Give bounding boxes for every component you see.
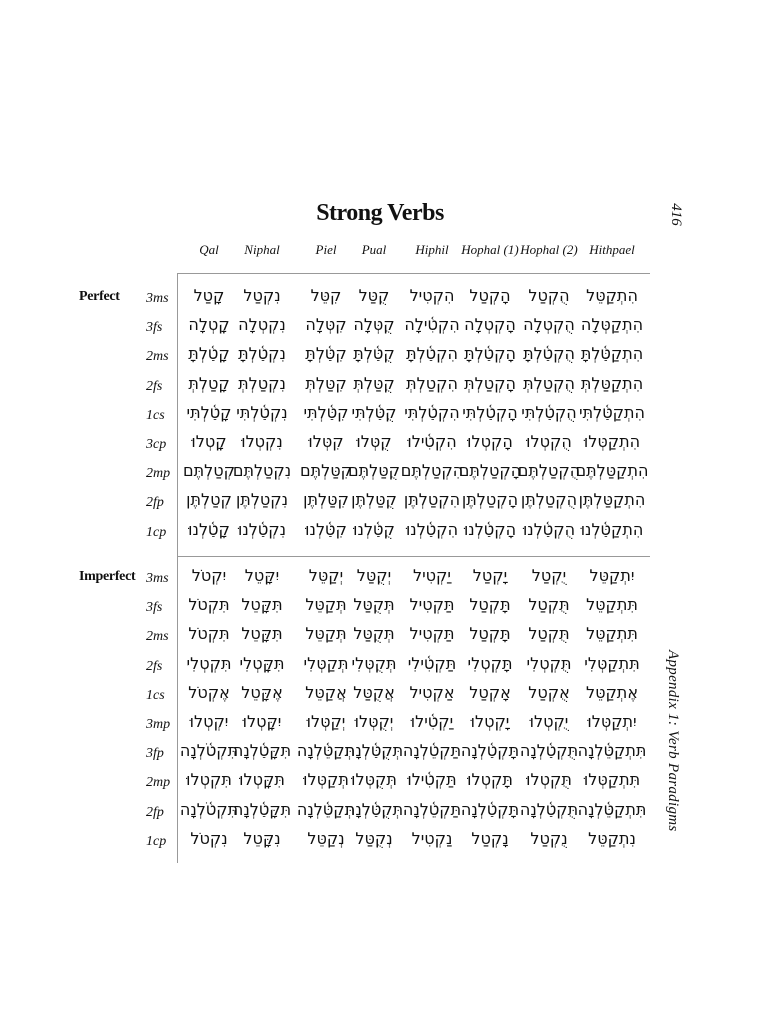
column-header: Hophal (1) — [461, 242, 519, 257]
person-gender-number: 1cp — [146, 834, 167, 849]
person-gender-number: 2ms — [146, 629, 169, 644]
verb-form-cell: יָקְטְלוּ — [470, 712, 510, 731]
verb-form-cell: אַקְטִיל — [409, 683, 455, 702]
verb-form-cell: הִתְקַטַּ֫לְתָּ — [580, 344, 644, 363]
table-row — [0, 520, 768, 548]
verb-form-cell: תָּקְטַל — [469, 595, 511, 614]
verb-form-cell: קִטַּ֫לְנוּ — [305, 520, 347, 539]
person-gender-number: 3fs — [146, 320, 163, 335]
verb-form-cell: נְקַטֵּל — [307, 829, 345, 848]
table-row — [0, 770, 768, 798]
verb-form-cell: תִּקָּטֵל — [241, 624, 283, 643]
verb-form-cell: תִּקְטֹל — [188, 595, 230, 614]
verb-form-cell: תְּקַטְּלִי — [303, 654, 349, 673]
verb-form-cell: נִקְטַ֫לְתִּי — [236, 403, 288, 422]
verb-form-cell: הִקְטַלְתְּ — [406, 374, 458, 393]
verb-form-cell: נָקְטַל — [471, 829, 509, 848]
person-gender-number: 2mp — [146, 466, 171, 481]
person-gender-number: 3fp — [146, 746, 164, 761]
verb-form-cell: תֻּקְטַ֫לְנָה — [519, 741, 579, 760]
verb-form-cell: תְּקֻטְּלִי — [351, 654, 397, 673]
verb-form-cell: תְּקַטֵּ֫לְנָה — [296, 741, 356, 760]
person-gender-number: 3ms — [146, 571, 169, 586]
verb-form-cell: נִקְטַלְתֶּן — [235, 490, 289, 509]
verb-form-cell: הָקְטַ֫לְתִּי — [462, 403, 518, 422]
verb-form-cell: הֻקְטַלְתֶּן — [520, 490, 578, 509]
column-header: Qal — [199, 242, 219, 257]
section-label: Imperfect — [79, 569, 136, 584]
verb-form-cell: יְקַטֵּל — [308, 566, 344, 585]
verb-form-cell: יִקְטֹל — [191, 566, 227, 585]
verb-form-cell: יְקֻטַּל — [356, 566, 392, 585]
verb-form-cell: תְּקֻטַּל — [353, 624, 395, 643]
verb-form-cell: תֻּקְטַל — [528, 595, 570, 614]
verb-form-cell: תִּתְקַטְּלוּ — [583, 770, 641, 789]
verb-form-cell: קִטַּלְתְּ — [305, 374, 347, 393]
table-row — [0, 374, 768, 402]
verb-form-cell: קָֽטְלוּ — [191, 432, 227, 451]
verb-form-cell: קְטַלְתֶּם — [183, 461, 235, 480]
column-header: Hiphil — [415, 242, 449, 257]
table-row — [0, 315, 768, 343]
verb-form-cell: יִקְטְלוּ — [189, 712, 229, 731]
verb-form-cell: קֻטַּל — [358, 286, 390, 305]
verb-form-cell: קֻטַּ֫לְתָּ — [353, 344, 395, 363]
verb-form-cell: קֻטַּלְתֶּם — [348, 461, 400, 480]
column-header: Niphal — [244, 242, 280, 257]
verb-form-cell: אָקְטַל — [469, 683, 511, 702]
table-row — [0, 712, 768, 740]
verb-form-cell: קֻטַּ֫לְנוּ — [353, 520, 395, 539]
verb-form-cell: הֻקְטַ֫לְתִּי — [521, 403, 577, 422]
verb-form-cell: תִּתְקַטֵּ֫לְנָה — [577, 800, 647, 819]
verb-form-cell: תִּקְטֹ֫לְנָה — [179, 741, 239, 760]
verb-form-cell: אֶתְקַטֵּל — [585, 683, 639, 702]
person-gender-number: 1cs — [146, 688, 165, 703]
column-header: Piel — [315, 242, 337, 257]
verb-form-cell: יֻקְטַל — [531, 566, 567, 585]
table-row — [0, 624, 768, 652]
person-gender-number: 1cp — [146, 525, 167, 540]
verb-form-cell: תִּקָּטַ֫לְנָה — [232, 741, 292, 760]
verb-form-cell: תָּקְטְלִי — [467, 654, 513, 673]
verb-form-cell: תֻּקְטַ֫לְנָה — [519, 800, 579, 819]
verb-form-cell: הָקְטַ֫לְתָּ — [464, 344, 516, 363]
verb-form-cell: תִּקְטְלִי — [186, 654, 232, 673]
table-row — [0, 344, 768, 372]
verb-form-cell: קִטַּלְתֶּם — [300, 461, 352, 480]
verb-form-cell: קָֽטְלָה — [188, 315, 230, 334]
verb-form-cell: הִתְקַטַּ֫לְתִּי — [579, 403, 645, 422]
verb-form-cell: נַקְטִיל — [411, 829, 453, 848]
verb-form-cell: קֻטַּ֫לְתִּי — [351, 403, 397, 422]
table-row — [0, 461, 768, 489]
verb-form-cell: הִתְקַטֵּל — [586, 286, 638, 305]
table-row — [0, 566, 768, 594]
table-divider-middle — [177, 556, 650, 557]
verb-form-cell: קִטֵּל — [310, 286, 342, 305]
verb-form-cell: נִקְטַלְתְּ — [238, 374, 286, 393]
person-gender-number: 2fp — [146, 805, 164, 820]
verb-form-cell: הָקְטְלוּ — [467, 432, 513, 451]
verb-form-cell: הֻקְטְלוּ — [526, 432, 572, 451]
verb-form-cell: יְקֻטְּלוּ — [354, 712, 394, 731]
verb-form-cell: הָקְטַלְתֶּן — [461, 490, 519, 509]
verb-form-cell: נִקְטְלָה — [238, 315, 286, 334]
table-row — [0, 654, 768, 682]
person-gender-number: 3cp — [146, 437, 167, 452]
verb-form-cell: תִּקָּטַ֫לְנָה — [232, 800, 292, 819]
person-gender-number: 3ms — [146, 291, 169, 306]
verb-form-cell: הִתְקַטַּלְתֶּם — [575, 461, 649, 480]
verb-form-cell: קֻטְּלָה — [353, 315, 395, 334]
verb-form-cell: יְקַטְּלוּ — [306, 712, 346, 731]
verb-form-cell: נְקֻטַּל — [355, 829, 393, 848]
verb-form-cell: הֻקְטְלָה — [523, 315, 575, 334]
verb-form-cell: קָטַ֫לְתִּי — [186, 403, 232, 422]
verb-form-cell: יִקָּֽטְלוּ — [242, 712, 282, 731]
verb-form-cell: אֲקֻטַּל — [353, 683, 395, 702]
verb-form-cell: נִקְטַלְתֶּם — [232, 461, 292, 480]
person-gender-number: 2fs — [146, 379, 163, 394]
verb-form-cell: תַּקְטֵ֫לְנָה — [402, 741, 462, 760]
verb-form-cell: תִּקָּֽטְלִי — [239, 654, 285, 673]
verb-form-cell: אֶקְטֹל — [188, 683, 230, 702]
table-row — [0, 403, 768, 431]
verb-form-cell: תִּקְטֹ֫לְנָה — [179, 800, 239, 819]
verb-form-cell: תֻּקְטַל — [528, 624, 570, 643]
verb-form-cell: הָקְטַ֫לְנוּ — [463, 520, 517, 539]
verb-form-cell: תִּקְטֹל — [188, 624, 230, 643]
person-gender-number: 2ms — [146, 349, 169, 364]
column-header: Pual — [361, 242, 387, 257]
page-number: 416 — [667, 203, 684, 226]
verb-form-cell: תִּתְקַטֵּל — [586, 624, 638, 643]
verb-form-cell: תְּקַטְּלוּ — [303, 770, 349, 789]
verb-form-cell: תְּקֻטַּל — [353, 595, 395, 614]
verb-form-cell: קִטַּ֫לְתָּ — [305, 344, 347, 363]
person-gender-number: 2mp — [146, 775, 171, 790]
running-head: Appendix 1: Verb Paradigms — [665, 650, 681, 832]
verb-form-cell: הָקְטְלָה — [464, 315, 516, 334]
verb-form-cell: תַּקְטִ֫ילִי — [407, 654, 457, 673]
verb-form-cell: נִקְטַ֫לְנוּ — [237, 520, 287, 539]
person-gender-number: 2fp — [146, 495, 164, 510]
verb-form-cell: נִקְטְלוּ — [241, 432, 283, 451]
table-row — [0, 741, 768, 769]
verb-form-cell: תָּקְטְלוּ — [467, 770, 513, 789]
verb-form-cell: הֻקְטַלְתֶּם — [517, 461, 581, 480]
verb-form-cell: נִקְטַל — [243, 286, 281, 305]
table-row — [0, 829, 768, 857]
table-row — [0, 432, 768, 460]
verb-form-cell: הִקְטִ֫ילָה — [404, 315, 460, 334]
verb-form-cell: קָטַ֫לְתָּ — [188, 344, 230, 363]
verb-form-cell: הִקְטַ֫לְנוּ — [405, 520, 459, 539]
table-row — [0, 595, 768, 623]
verb-form-cell: תִּתְקַטְּלִי — [584, 654, 640, 673]
column-header: Hithpael — [589, 242, 635, 257]
verb-form-cell: אֶקָּטֵל — [241, 683, 283, 702]
verb-form-cell: תָּקְטַ֫לְנָה — [460, 800, 520, 819]
verb-form-cell: הִתְקַטַּלְתְּ — [580, 374, 644, 393]
verb-form-cell: יַקְטִיל — [413, 566, 451, 585]
verb-form-cell: תְּקַטֵּל — [305, 595, 347, 614]
verb-form-cell: קִטַּלְתֶּן — [303, 490, 349, 509]
verb-form-cell: קִטַּ֫לְתִּי — [303, 403, 349, 422]
verb-form-cell: תְּקֻטַּ֫לְנָה — [344, 800, 404, 819]
verb-form-cell: הִקְטַ֫לְתִּי — [404, 403, 460, 422]
verb-form-cell: תְּקֻטְּלוּ — [351, 770, 397, 789]
verb-form-cell: הִקְטִיל — [409, 286, 455, 305]
verb-form-cell: הִתְקַטְּלוּ — [583, 432, 641, 451]
verb-form-cell: הִקְטַלְתֶּם — [400, 461, 464, 480]
verb-form-cell: הִתְקַטַּ֫לְנוּ — [580, 520, 644, 539]
verb-form-cell: תֻּקְטְלִי — [526, 654, 572, 673]
verb-form-cell: נִקְטֹל — [190, 829, 228, 848]
verb-form-cell: אֲקַטֵּל — [305, 683, 347, 702]
verb-form-cell: תָּקְטַל — [469, 624, 511, 643]
verb-form-cell: קֻטַּלְתְּ — [353, 374, 395, 393]
table-row — [0, 683, 768, 711]
verb-form-cell: אֻקְטַל — [528, 683, 570, 702]
verb-form-cell: תְּקַטֵּל — [305, 624, 347, 643]
table-row — [0, 490, 768, 518]
verb-form-cell: תְּקַטֵּ֫לְנָה — [296, 800, 356, 819]
verb-form-cell: תַּקְטִיל — [409, 624, 455, 643]
section-label: Perfect — [79, 289, 120, 304]
verb-form-cell: הִקְטַ֫לְתָּ — [406, 344, 458, 363]
verb-form-cell: תַּקְטִיל — [409, 595, 455, 614]
verb-form-cell: הֻקְטַ֫לְתָּ — [523, 344, 575, 363]
person-gender-number: 1cs — [146, 408, 165, 423]
verb-form-cell: הָקְטַל — [469, 286, 511, 305]
verb-form-cell: תֻּקְטְלוּ — [526, 770, 572, 789]
verb-form-cell: תַּקְטֵ֫לְנָה — [402, 800, 462, 819]
page-title: Strong Verbs — [316, 200, 444, 226]
verb-form-cell: נִתְקַטֵּל — [588, 829, 636, 848]
verb-form-cell: יָקְטַל — [472, 566, 508, 585]
verb-form-cell: יִקָּטֵל — [244, 566, 280, 585]
verb-form-cell: קָטַלְתְּ — [188, 374, 230, 393]
verb-form-cell: נֻקְטַל — [530, 829, 568, 848]
verb-form-cell: קָטַ֫לְנוּ — [188, 520, 230, 539]
verb-form-cell: תִּקָּֽטְלוּ — [239, 770, 285, 789]
verb-form-cell: קִטְּלוּ — [308, 432, 344, 451]
verb-form-cell: הִתְקַטְּלָה — [580, 315, 644, 334]
person-gender-number: 2fs — [146, 659, 163, 674]
verb-form-cell: קָטַל — [193, 286, 225, 305]
verb-form-cell: הֻקְטַ֫לְנוּ — [522, 520, 576, 539]
verb-form-cell: תִּקָּטֵל — [241, 595, 283, 614]
table-divider-top — [177, 273, 650, 274]
verb-form-cell: קְטַלְתֶּן — [186, 490, 232, 509]
verb-form-cell: יִתְקַטֵּל — [589, 566, 635, 585]
verb-form-cell: הִתְקַטַּלְתֶּן — [578, 490, 646, 509]
verb-form-cell: יַקְטִ֫ילוּ — [410, 712, 454, 731]
column-header: Hophal (2) — [520, 242, 578, 257]
verb-form-cell: נִקָּטֵל — [243, 829, 281, 848]
table-row — [0, 800, 768, 828]
verb-form-cell: הִקְטַלְתֶּן — [403, 490, 461, 509]
verb-form-cell: תִּתְקַטֵּ֫לְנָה — [577, 741, 647, 760]
verb-form-cell: יִתְקַטְּלוּ — [587, 712, 637, 731]
verb-form-cell: נִקְטַ֫לְתָּ — [238, 344, 286, 363]
verb-form-cell: יֻקְטְלוּ — [529, 712, 569, 731]
verb-form-cell: קֻטַּלְתֶּן — [351, 490, 397, 509]
person-gender-number: 3fs — [146, 600, 163, 615]
verb-form-cell: תָּקְטַ֫לְנָה — [460, 741, 520, 760]
verb-form-cell: הֻקְטַלְתְּ — [523, 374, 575, 393]
verb-form-cell: תִּקְטְלוּ — [186, 770, 232, 789]
verb-form-cell: הִקְטִ֫ילוּ — [407, 432, 457, 451]
verb-form-cell: קֻטְּלוּ — [356, 432, 392, 451]
table-row — [0, 286, 768, 314]
verb-form-cell: תְּקֻטַּ֫לְנָה — [344, 741, 404, 760]
verb-form-cell: הָקְטַלְתְּ — [464, 374, 516, 393]
verb-form-cell: תִּתְקַטֵּל — [586, 595, 638, 614]
person-gender-number: 3mp — [146, 717, 171, 732]
verb-form-cell: הָקְטַלְתֶּם — [458, 461, 522, 480]
verb-form-cell: תַּקְטִ֫ילוּ — [407, 770, 457, 789]
verb-form-cell: קִטְּלָה — [305, 315, 347, 334]
verb-form-cell: הֻקְטַל — [528, 286, 570, 305]
